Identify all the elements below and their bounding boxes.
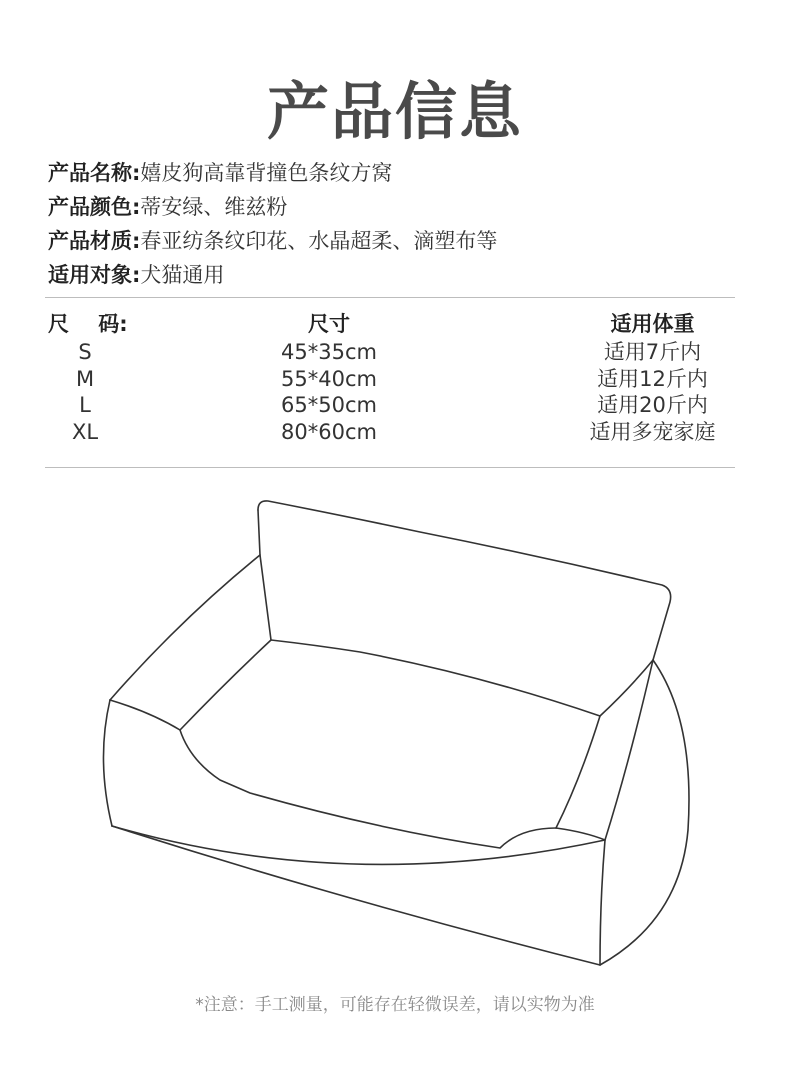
info-value: 嬉皮狗高靠背撞色条纹方窝 [140,161,393,185]
weight-cell: 适用多宠家庭 [589,419,716,444]
measurement-note: *注意：手工测量，可能存在轻微误差，请以实物为准 [195,995,595,1015]
weight-cell: 适用20斤内 [597,393,708,417]
bed-right-wall-inner [556,716,600,828]
bed-left-wall-top [110,700,180,730]
info-row-material [48,224,497,258]
table-row [0,339,790,366]
bed-front-face-bottom [112,826,600,965]
bed-front-right-edge [600,840,605,965]
size-table-header [0,309,790,339]
table-row [0,419,790,446]
table-row [0,366,790,393]
info-row-target [48,258,497,292]
info-row-color [48,190,497,224]
weight-cell: 适用7斤内 [603,340,702,364]
info-label: 适用对象: [48,263,141,287]
info-label: 产品名称: [48,161,141,185]
divider-top [45,297,735,298]
bed-right-front-corner [556,828,605,840]
dims-cell: 45*35cm [281,340,377,364]
dims-cell: 65*50cm [281,393,377,417]
dims-cell: 80*60cm [281,419,377,444]
product-info-list [48,156,497,292]
info-value: 犬猫通用 [140,263,225,287]
header-dims: 尺寸 [308,312,350,336]
bed-backrest [258,501,671,660]
bed-right-wall-top [600,660,653,716]
bed-inner-cushion [180,640,600,730]
size-cell: XL [71,419,99,444]
size-table [0,309,790,445]
bed-front-face-top [112,826,605,864]
info-value: 春亚纺条纹印花、水晶超柔、滴塑布等 [140,229,498,253]
bed-backrest-left-edge [258,510,271,640]
info-label: 产品材质: [48,229,141,253]
size-cell: S [78,340,92,364]
divider-bottom [45,467,735,468]
info-value: 蒂安绿、维兹粉 [140,195,288,219]
weight-cell: 适用12斤内 [597,366,708,391]
bed-front-lip [180,730,556,848]
size-cell: L [79,393,91,417]
bed-left-front-face [103,700,112,826]
size-cell: M [75,366,95,391]
dims-cell: 55*40cm [281,366,377,391]
header-weight: 适用体重 [610,312,695,336]
page-title: 产品信息 [266,75,523,148]
bed-left-wall [110,555,260,700]
info-row-name [48,156,497,190]
header-size: 尺 码: [48,312,128,336]
pet-bed-line-drawing [0,480,790,980]
info-label: 产品颜色: [48,195,141,219]
table-row [0,392,790,419]
